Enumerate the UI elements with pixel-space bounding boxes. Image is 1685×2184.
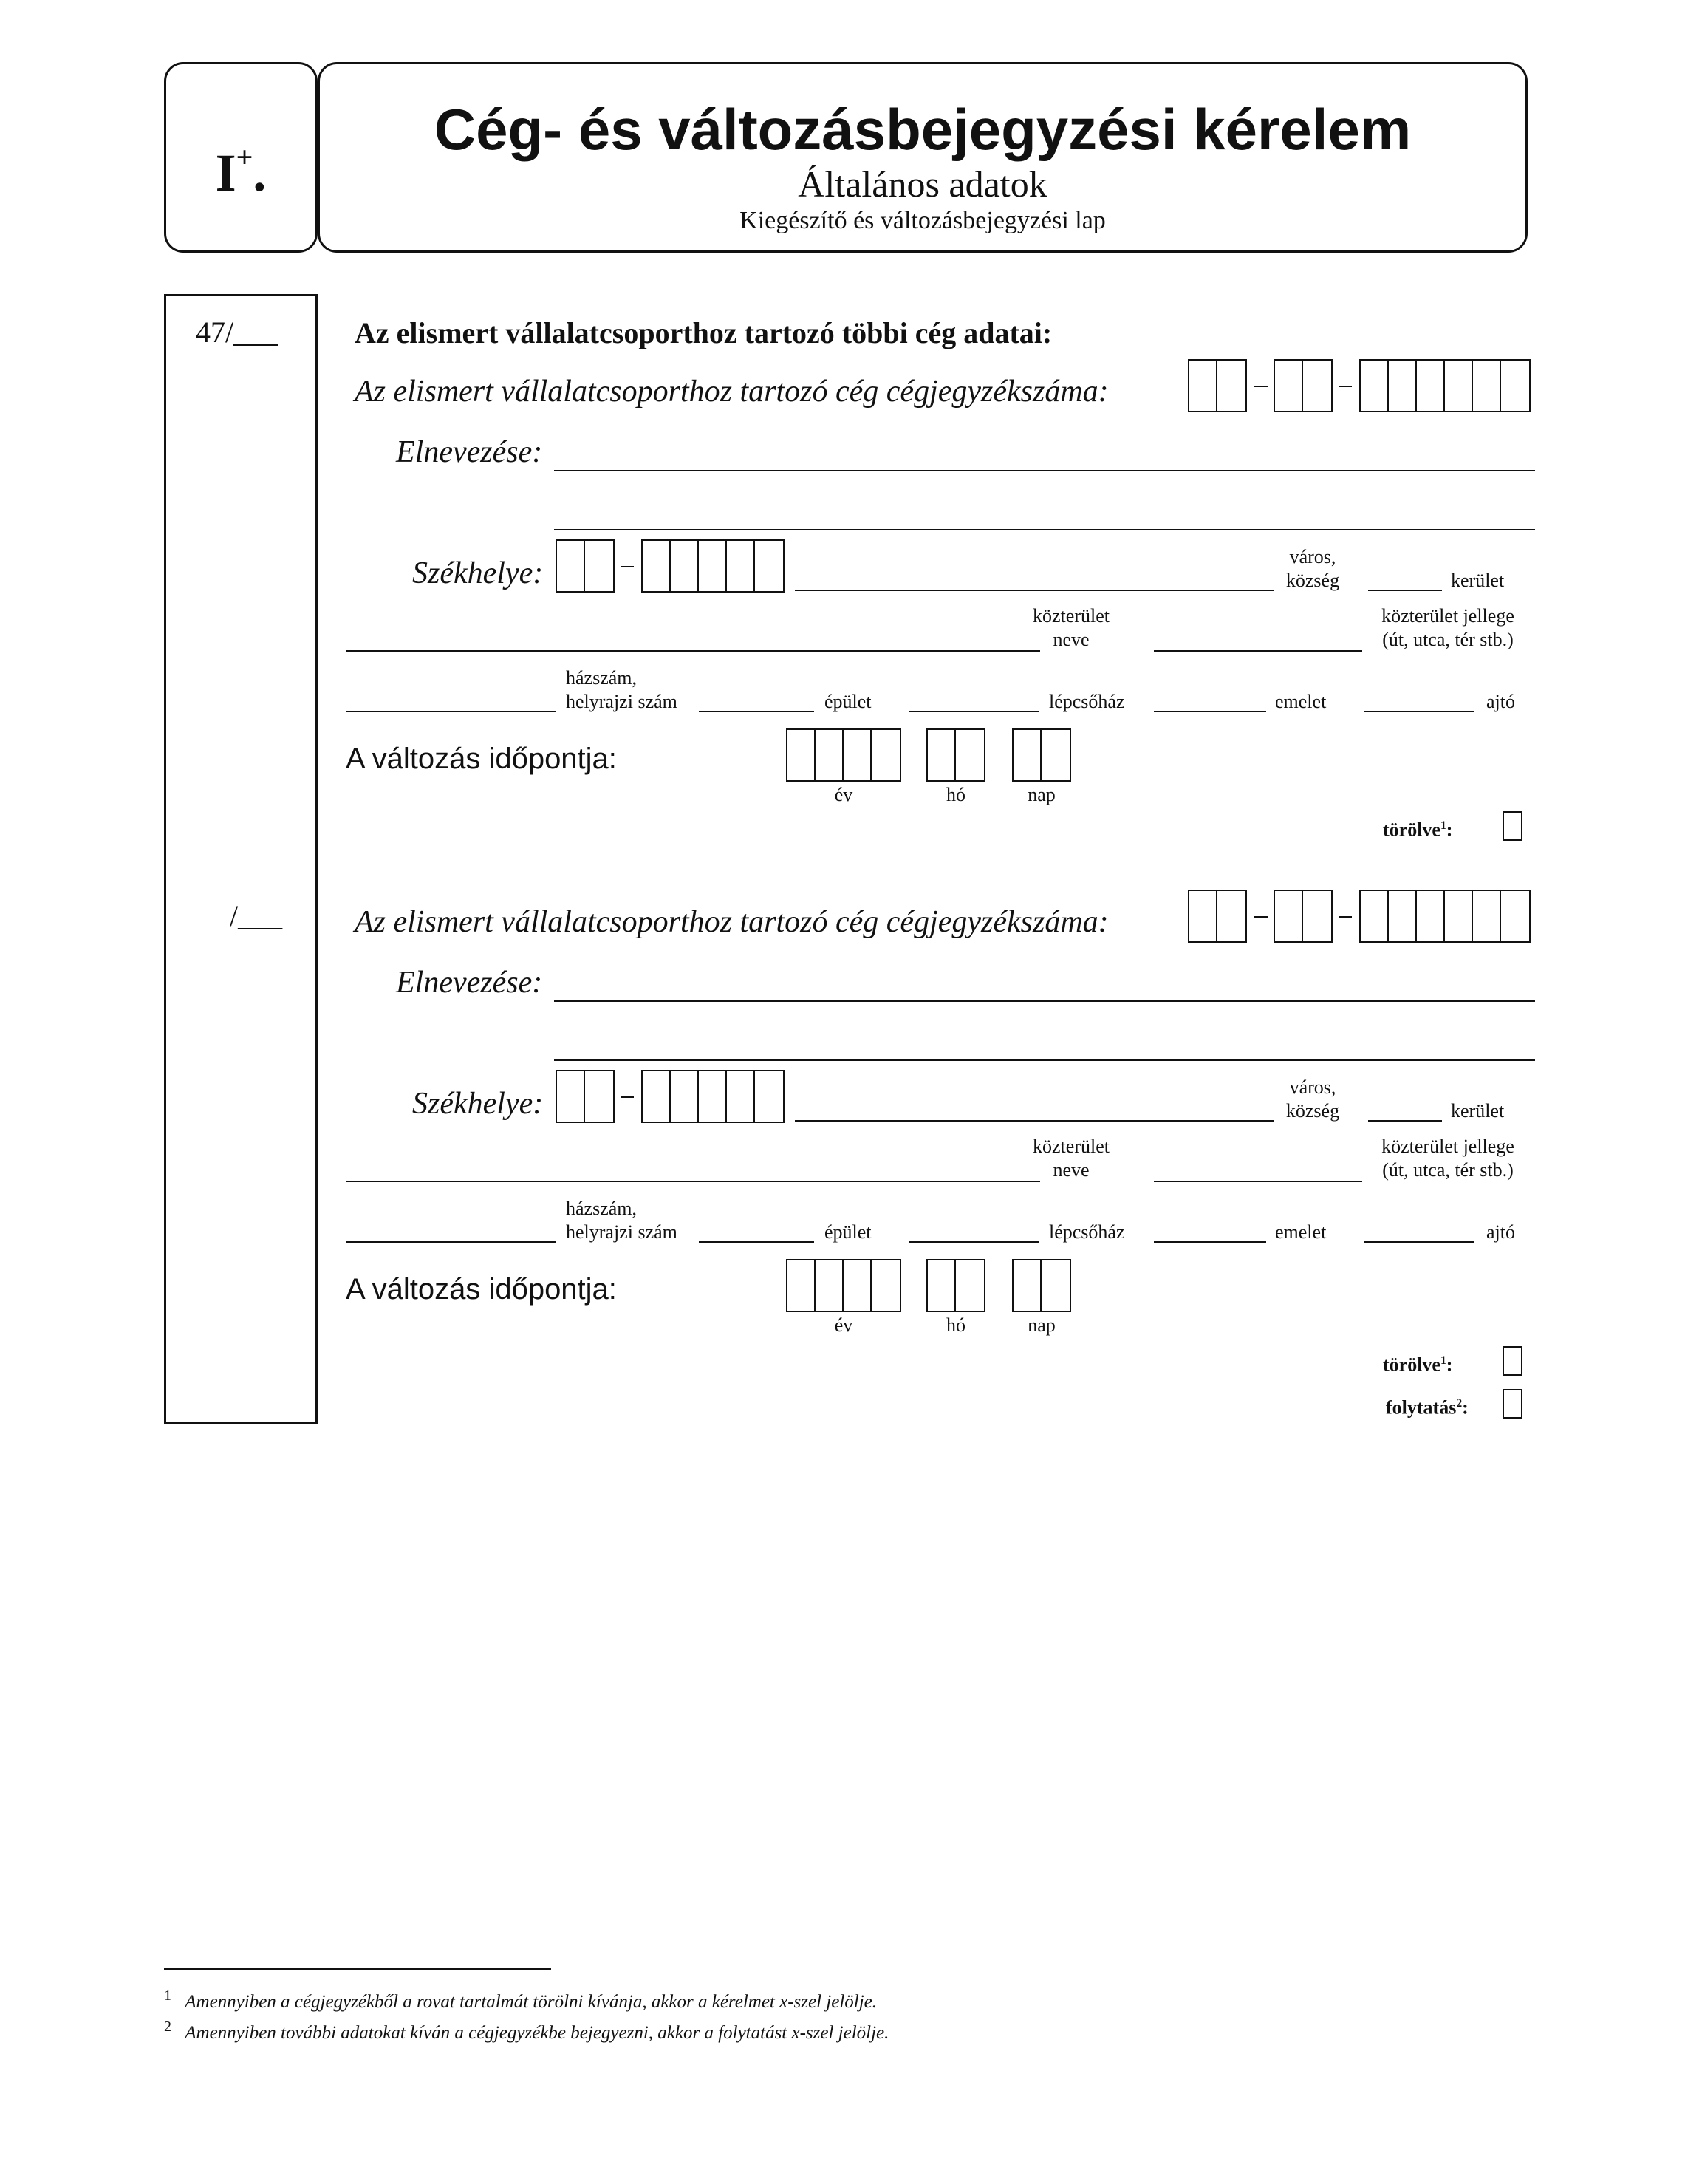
- deleted-label: törölve$^1$:: [1383, 1354, 1453, 1376]
- row-number-47: 47/___: [196, 315, 278, 349]
- city-field[interactable]: [795, 590, 1274, 591]
- seat-label: Székhelye:: [412, 1087, 544, 1121]
- year-label: év: [834, 1314, 853, 1336]
- registration-number-court-field[interactable]: [1188, 359, 1247, 412]
- floor-label: emelet: [1275, 1221, 1327, 1243]
- street-type-field[interactable]: [1154, 650, 1362, 652]
- deleted-label: törölve$^1$:: [1383, 819, 1453, 841]
- title-box: [318, 62, 1528, 253]
- street-type-label: közterület jellege (út, utca, tér stb.): [1381, 605, 1514, 650]
- row-number-continuation: /___: [230, 899, 283, 932]
- registration-number-form-field[interactable]: [1274, 359, 1333, 412]
- house-number-label: házszám, helyrajzi szám: [566, 1198, 677, 1243]
- door-label: ajtó: [1486, 1221, 1515, 1243]
- city-field[interactable]: [795, 1120, 1274, 1122]
- building-label: épület: [824, 691, 872, 712]
- continue-label: folytatás$^2$:: [1386, 1396, 1469, 1419]
- page-title: Cég- és változásbejegyzési kérelem: [434, 97, 1412, 162]
- name-field-line-1[interactable]: [554, 1000, 1535, 1002]
- month-label: hó: [946, 1314, 965, 1336]
- postal-code-rest-field[interactable]: [641, 539, 785, 593]
- floor-field[interactable]: [1154, 711, 1266, 712]
- name-field-line-1[interactable]: [554, 470, 1535, 471]
- street-type-field[interactable]: [1154, 1181, 1362, 1182]
- day-label: nap: [1028, 1314, 1056, 1336]
- door-field[interactable]: [1364, 711, 1474, 712]
- form-code: I+.: [215, 140, 267, 202]
- change-date-day-field[interactable]: [1012, 728, 1071, 782]
- change-date-year-field[interactable]: [786, 728, 901, 782]
- door-label: ajtó: [1486, 691, 1515, 712]
- registration-number-serial-field[interactable]: [1359, 359, 1531, 412]
- district-field[interactable]: [1368, 590, 1442, 591]
- registration-number-label: Az elismert vállalatcsoporthoz tartozó cég cégjegyzékszáma:: [355, 905, 1109, 939]
- page-subtitle-secondary: Kiegészítő és változásbejegyzési lap: [739, 207, 1106, 234]
- building-field[interactable]: [699, 711, 814, 712]
- district-field[interactable]: [1368, 1120, 1442, 1122]
- change-date-label: A változás időpontja:: [346, 743, 617, 775]
- registration-number-label: Az elismert vállalatcsoporthoz tartozó cég cégjegyzékszáma:: [355, 375, 1109, 409]
- name-field-line-2[interactable]: [554, 529, 1535, 530]
- deleted-checkbox[interactable]: [1503, 811, 1522, 841]
- city-label: város, község: [1285, 1076, 1340, 1122]
- house-number-field[interactable]: [346, 1241, 556, 1243]
- postal-code-first-field[interactable]: [556, 539, 615, 593]
- change-date-month-field[interactable]: [926, 728, 985, 782]
- change-date-month-field[interactable]: [926, 1259, 985, 1312]
- street-name-label: közterület neve: [1033, 605, 1110, 650]
- registration-number-court-field[interactable]: [1188, 890, 1247, 943]
- building-label: épület: [824, 1221, 872, 1243]
- name-label: Elnevezése:: [396, 435, 543, 469]
- house-number-label: házszám, helyrajzi szám: [566, 667, 677, 712]
- floor-field[interactable]: [1154, 1241, 1266, 1243]
- row-number-column: [164, 294, 318, 1424]
- door-field[interactable]: [1364, 1241, 1474, 1243]
- street-type-label: közterület jellege (út, utca, tér stb.): [1381, 1136, 1514, 1181]
- name-label: Elnevezése:: [396, 966, 543, 1000]
- stairway-field[interactable]: [909, 711, 1039, 712]
- seat-label: Székhelye:: [412, 556, 544, 590]
- registration-number-serial-field[interactable]: [1359, 890, 1531, 943]
- day-label: nap: [1028, 784, 1056, 805]
- stairway-label: lépcsőház: [1049, 691, 1125, 712]
- street-name-field[interactable]: [346, 650, 1040, 652]
- deleted-checkbox[interactable]: [1503, 1346, 1522, 1376]
- year-label: év: [834, 784, 853, 805]
- district-label: kerület: [1451, 570, 1505, 591]
- stairway-field[interactable]: [909, 1241, 1039, 1243]
- stairway-label: lépcsőház: [1049, 1221, 1125, 1243]
- city-label: város, község: [1285, 546, 1340, 591]
- house-number-field[interactable]: [346, 711, 556, 712]
- page-subtitle: Általános adatok: [798, 163, 1047, 205]
- postal-code-rest-field[interactable]: [641, 1070, 785, 1123]
- month-label: hó: [946, 784, 965, 805]
- change-date-day-field[interactable]: [1012, 1259, 1071, 1312]
- section-title: Az elismert vállalatcsoporthoz tartozó többi cég adatai:: [355, 316, 1053, 349]
- street-name-label: közterület neve: [1033, 1136, 1110, 1181]
- registration-number-form-field[interactable]: [1274, 890, 1333, 943]
- continue-checkbox[interactable]: [1503, 1389, 1522, 1419]
- name-field-line-2[interactable]: [554, 1059, 1535, 1061]
- form-code-box: [164, 62, 318, 253]
- change-date-label: A változás időpontja:: [346, 1273, 617, 1306]
- footnote-1: $^1$ Amennyiben a cégjegyzékből a rovat tartalmát törölni kívánja, akkor a kérelmet x-szel jelölje.: [164, 1987, 878, 2012]
- district-label: kerület: [1451, 1100, 1505, 1122]
- footnote-2: $^2$ Amennyiben további adatokat kíván a cégjegyzékbe bejegyezni, akkor a folytatást x-szel jelölje.: [164, 2019, 889, 2043]
- building-field[interactable]: [699, 1241, 814, 1243]
- change-date-year-field[interactable]: [786, 1259, 901, 1312]
- floor-label: emelet: [1275, 691, 1327, 712]
- street-name-field[interactable]: [346, 1181, 1040, 1182]
- postal-code-first-field[interactable]: [556, 1070, 615, 1123]
- footnote-separator: [164, 1968, 551, 1970]
